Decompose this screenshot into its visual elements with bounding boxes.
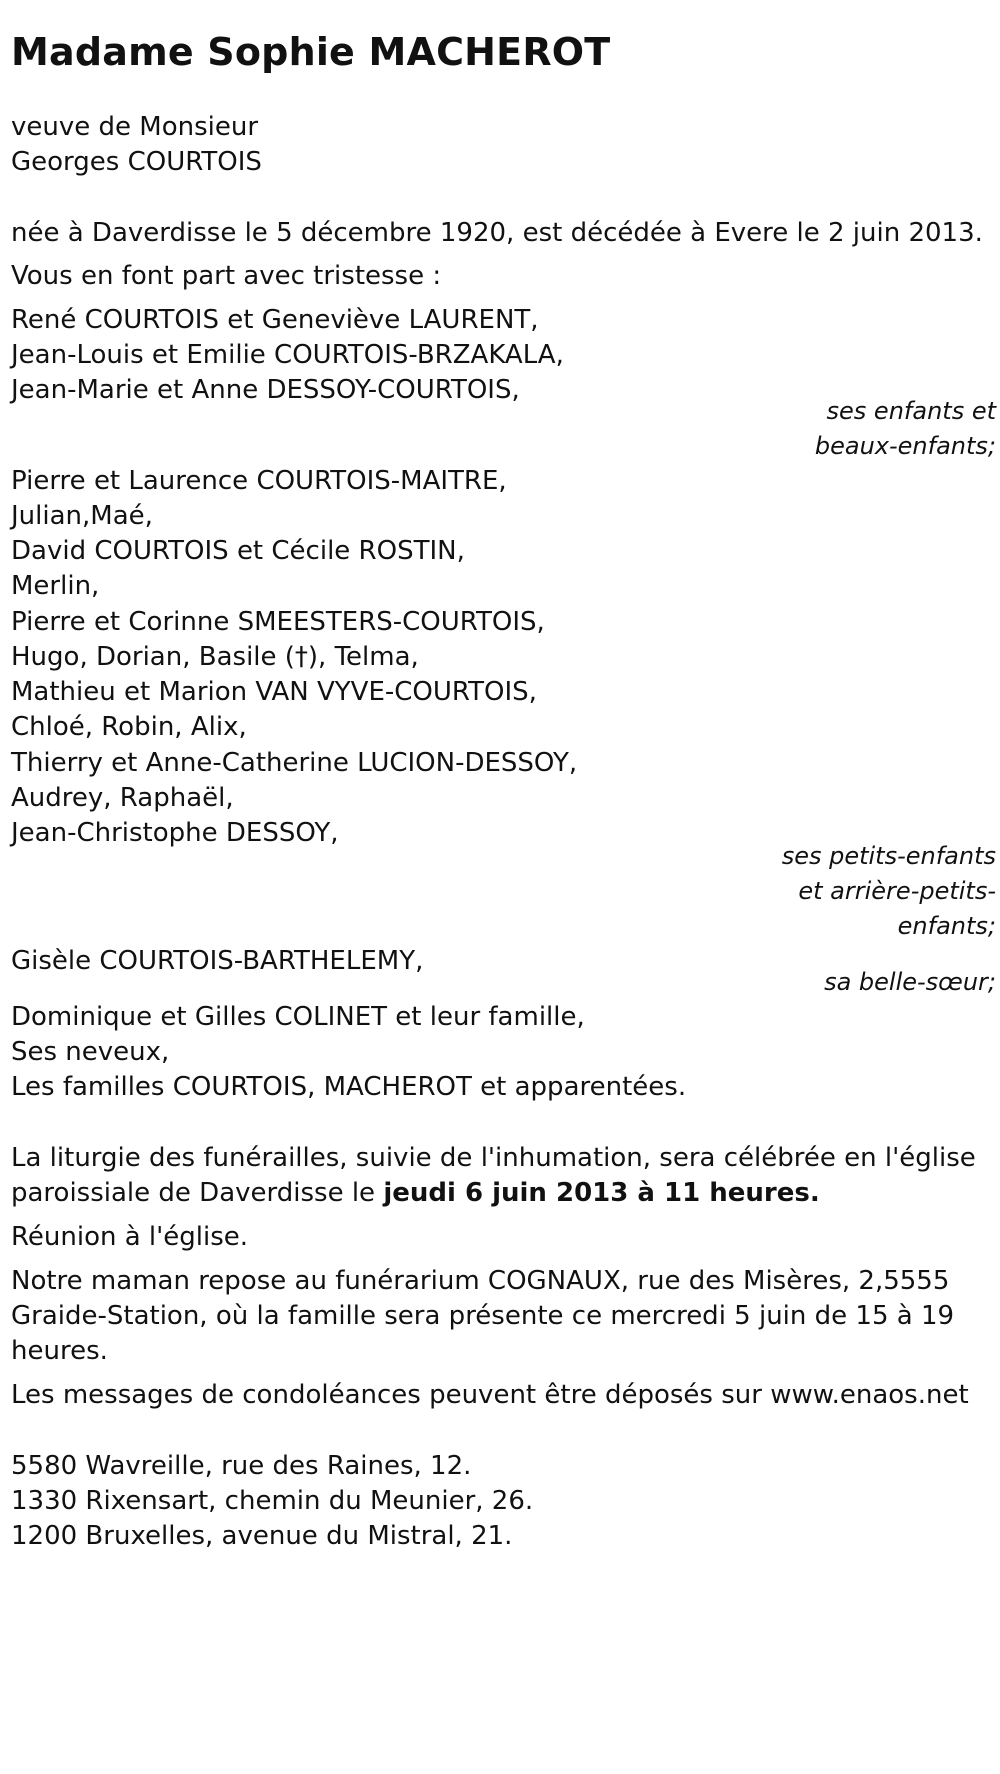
husband-name: Georges COURTOIS xyxy=(11,147,262,177)
widow-of-line: veuve de Monsieur xyxy=(11,112,259,142)
grandchildren-role-label: ses petits-enfants xyxy=(781,842,996,870)
funeral-home-line: heures. xyxy=(11,1336,108,1366)
ceremony-date: jeudi 6 juin 2013 à 11 heures. xyxy=(383,1178,820,1208)
grandchildren-name: Julian,Maé, xyxy=(11,501,153,531)
sister-in-law-role-label: sa belle-sœur; xyxy=(824,968,996,996)
family-line: Ses neveux, xyxy=(11,1037,170,1067)
birth-death-line: née à Daverdisse le 5 décembre 1920, est décédée à Evere le 2 juin 2013. xyxy=(11,218,983,248)
grandchildren-name: Pierre et Laurence COURTOIS-MAITRE, xyxy=(11,466,507,496)
ceremony-place: paroissiale de Daverdisse le xyxy=(11,1178,384,1208)
grandchildren-name: Chloé, Robin, Alix, xyxy=(11,712,247,742)
ceremony-line xyxy=(11,1178,820,1208)
grandchildren-name: Mathieu et Marion VAN VYVE-COURTOIS, xyxy=(11,677,537,707)
children-role-label: ses enfants et xyxy=(826,397,996,425)
address-line: 5580 Wavreille, rue des Raines, 12. xyxy=(11,1451,472,1481)
address-line: 1330 Rixensart, chemin du Meunier, 26. xyxy=(11,1486,534,1516)
funeral-home-line: Notre maman repose au funérarium COGNAUX, rue des Misères, 2,5555 xyxy=(11,1266,950,1296)
grandchildren-role-label: et arrière-petits- xyxy=(798,877,996,905)
address-line: 1200 Bruxelles, avenue du Mistral, 21. xyxy=(11,1521,513,1551)
grandchildren-name: Hugo, Dorian, Basile (†), Telma, xyxy=(11,642,419,672)
grandchildren-name: Pierre et Corinne SMEESTERS-COURTOIS, xyxy=(11,607,545,637)
condolences-line: Les messages de condoléances peuvent être déposés sur www.enaos.net xyxy=(11,1380,969,1410)
children-name: Jean-Marie et Anne DESSOY-COURTOIS, xyxy=(11,375,520,405)
grandchildren-role-label: enfants; xyxy=(897,912,996,940)
grandchildren-name: Merlin, xyxy=(11,571,100,601)
children-name: René COURTOIS et Geneviève LAURENT, xyxy=(11,305,539,335)
announce-line: Vous en font part avec tristesse : xyxy=(11,261,442,291)
funeral-home-line: Graide-Station, où la famille sera présente ce mercredi 5 juin de 15 à 19 xyxy=(11,1301,955,1331)
grandchildren-name: Jean-Christophe DESSOY, xyxy=(11,818,339,848)
meeting-line: Réunion à l'église. xyxy=(11,1222,249,1252)
grandchildren-name: David COURTOIS et Cécile ROSTIN, xyxy=(11,536,465,566)
deceased-name-title: Madame Sophie MACHEROT xyxy=(11,30,611,74)
grandchildren-name: Audrey, Raphaël, xyxy=(11,783,234,813)
children-role-label: beaux-enfants; xyxy=(814,432,996,460)
family-line: Dominique et Gilles COLINET et leur famille, xyxy=(11,1002,585,1032)
ceremony-line: La liturgie des funérailles, suivie de l'inhumation, sera célébrée en l'église xyxy=(11,1143,976,1173)
children-name: Jean-Louis et Emilie COURTOIS-BRZAKALA, xyxy=(11,340,564,370)
sister-in-law-name: Gisèle COURTOIS-BARTHELEMY, xyxy=(11,946,424,976)
family-line: Les familles COURTOIS, MACHEROT et apparentées. xyxy=(11,1072,687,1102)
grandchildren-name: Thierry et Anne-Catherine LUCION-DESSOY, xyxy=(11,748,578,778)
